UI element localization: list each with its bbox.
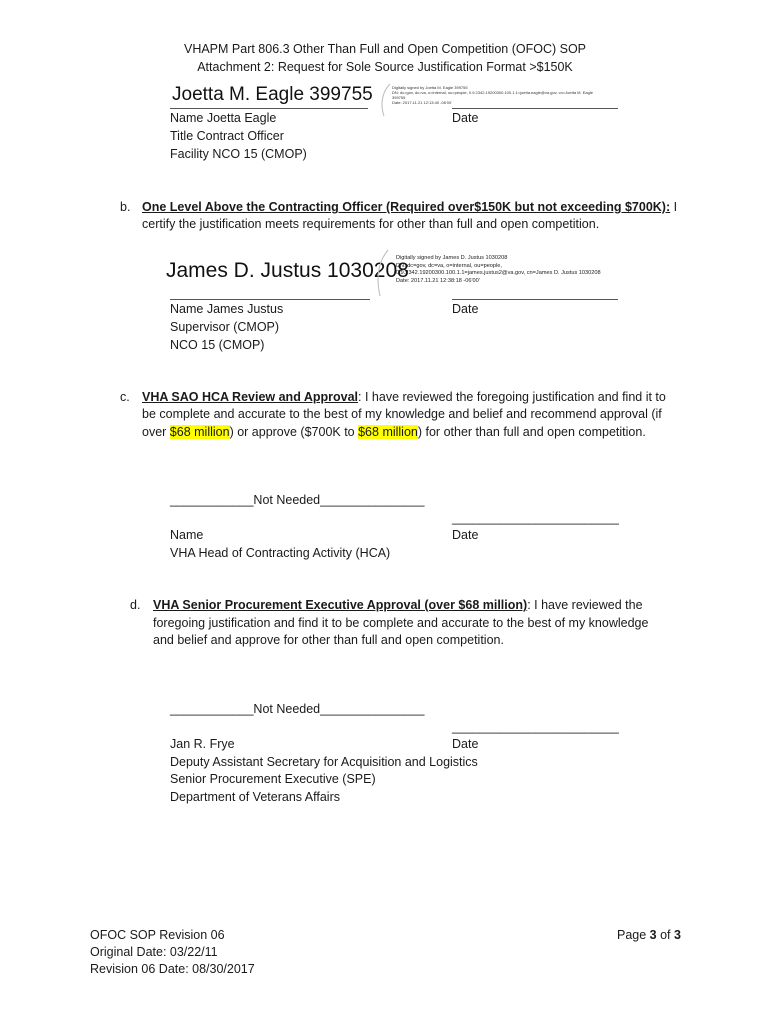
section-c-heading: VHA SAO HCA Review and Approval [142,390,359,404]
section-d-title-3: Department of Veterans Affairs [170,790,341,804]
signature-flourish-icon [374,248,392,298]
section-b-heading: One Level Above the Contracting Officer (Required over$150K but not exceeding $700K): [142,200,671,214]
footer-original-date: Original Date: 03/22/11 [90,945,218,959]
section-d-line3: and belief and approve for other than full and open competition. [153,633,504,647]
highlight-68-million-1: $68 million [169,425,230,439]
digital-signature-block-2: Digitally signed by James D. Justus 1030208 DN: dc=gov, dc=va, o=internal, ou=people, 0.9.2342.19200300.100.1.1=james.justus2@va.gov, cn=James D. Justus 1030208 Date: 2017.11.21 12:38:18 -06'00' [396,255,601,284]
document-header-line2: Attachment 2: Request for Sole Source Justification Format >$150K [197,60,573,74]
section-d-line1: VHA Senior Procurement Executive Approval (over $68 million): I have reviewed the [153,598,643,612]
section-c-line2: be complete and accurate to the best of my knowledge and belief and recommend approval (if [142,407,662,421]
signer-title-2: Supervisor (CMOP) [170,320,280,334]
section-c-name-label: Name [170,528,204,542]
page-number: Page 3 of 3 [617,928,681,942]
section-c-not-needed: ____________Not Needed_______________ [170,493,425,507]
document-header-line1: VHAPM Part 806.3 Other Than Full and Open Competition (OFOC) SOP [183,42,587,56]
footer-revision-date: Revision 06 Date: 08/30/2017 [90,962,255,976]
section-d-date-line: ________________________ [452,720,619,734]
section-b-letter: b. [120,200,131,214]
section-d-name: Jan R. Frye [170,737,235,751]
section-d-date-label: Date [452,737,479,751]
section-c-date-line: ________________________ [452,511,619,525]
date-label-2: Date [452,302,479,316]
signer-name-1: Name Joetta Eagle [170,111,277,125]
signer-facility-2: NCO 15 (CMOP) [170,338,265,352]
footer-revision: OFOC SOP Revision 06 [90,928,225,942]
section-d-heading: VHA Senior Procurement Executive Approval (over $68 million) [153,598,528,612]
date-label-1: Date [452,111,479,125]
section-d-line2: foregoing justification and find it to be complete and accurate to the best of my knowledge [153,616,649,630]
highlight-68-million-2: $68 million [358,425,418,439]
signature-line-2 [170,299,370,300]
signature-line-1 [170,108,368,109]
section-d-title-2: Senior Procurement Executive (SPE) [170,772,376,786]
section-d-not-needed: ____________Not Needed_______________ [170,702,425,716]
signer-title-1: Title Contract Officer [170,129,284,143]
signature-joetta-eagle: Joetta M. Eagle 399755 [172,84,373,105]
signer-name-2: Name James Justus [170,302,284,316]
signer-facility-1: Facility NCO 15 (CMOP) [170,147,307,161]
section-d-title-1: Deputy Assistant Secretary for Acquisition and Logistics [170,755,478,769]
section-c-date-label: Date [452,528,479,542]
date-line-1 [452,108,618,109]
signature-james-justus: James D. Justus 1030208 [166,259,409,282]
section-c-letter: c. [120,390,130,404]
date-line-2 [452,299,618,300]
digital-signature-block-1: Digitally signed by Joetta M. Eagle 399755 DN: dc=gov, dc=va, o=internal, ou=people, 0.9.2342.19200300.100.1.1=joetta.eagle@va.gov, cn=Joetta M. Eagle 399755 Date: 2017.11.21 12:13:40 -06'00' [392,85,593,105]
section-b-paragraph: One Level Above the Contracting Officer (Required over$150K but not exceeding $700K): I [142,200,678,214]
section-d-letter: d. [130,598,141,612]
section-b-text: certify the justification meets requirements for other than full and open competition. [142,217,600,231]
section-c-line1: VHA SAO HCA Review and Approval: I have reviewed the foregoing justification and find it to [142,390,666,404]
section-c-title: VHA Head of Contracting Activity (HCA) [170,546,391,560]
section-c-line3: over $68 million) or approve ($700K to $68 million) for other than full and open competition. [142,425,646,439]
